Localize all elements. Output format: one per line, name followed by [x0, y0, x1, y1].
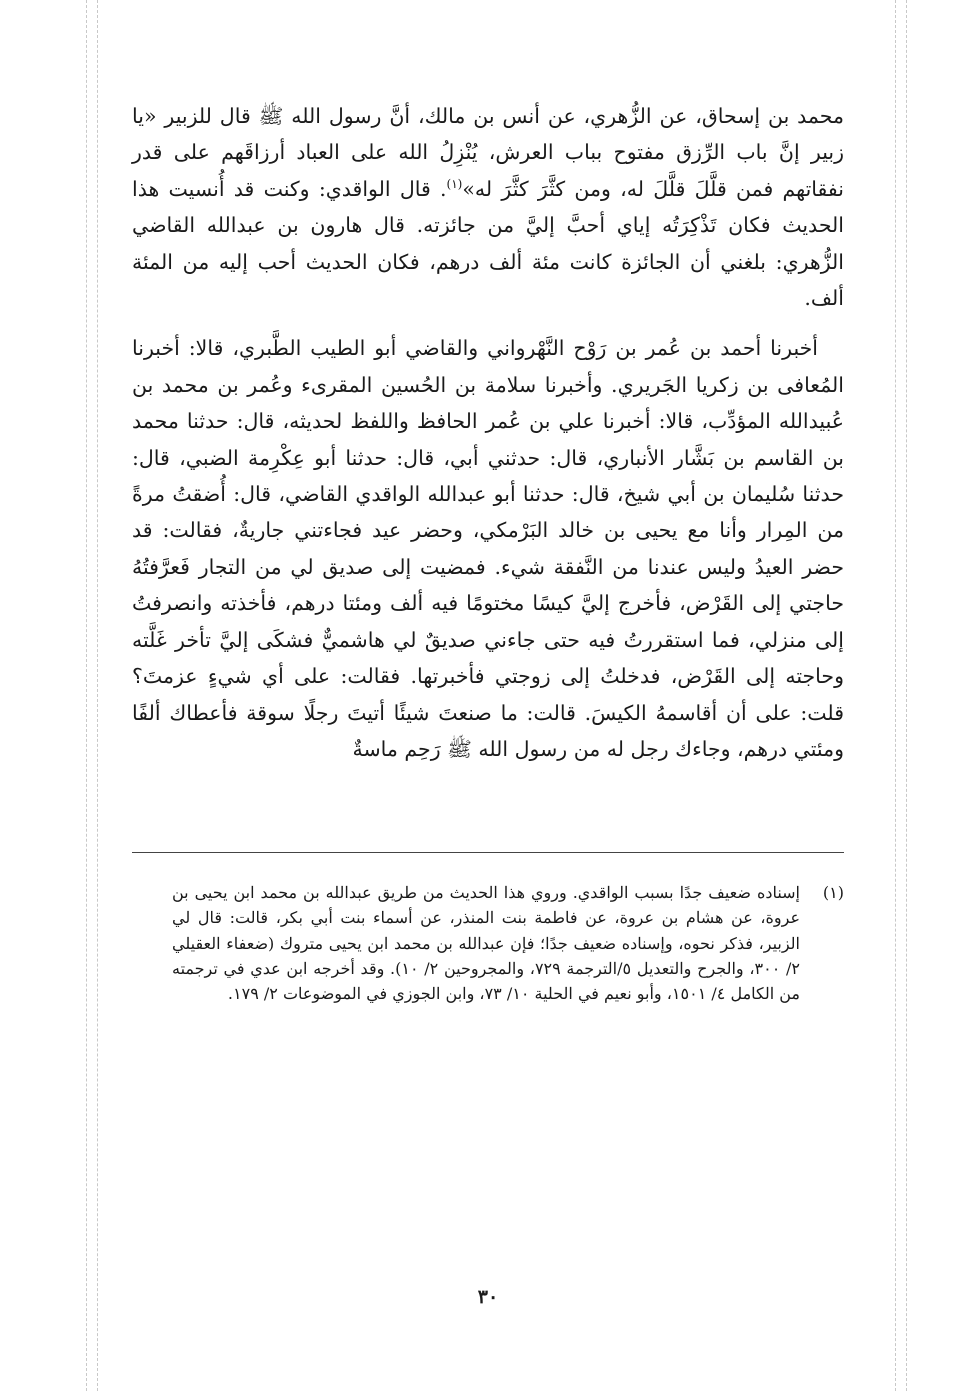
paragraph-1-continuation: . قال الواقدي: وكنت قد أُنسيت هذا الحديث فكان تَذْكِرَتُه إياي أحبَّ إليَّ من جائزته. قال هارون بن عبدالله القاضي الزُّهري: بلغني أن الجائزة كانت مئة ألف درهم، فكان الحديث أحب إليه من المئة ألف. [132, 176, 844, 311]
margin-guide-left-outer [86, 0, 87, 1391]
page-number: ٣٠ [477, 1286, 499, 1308]
paragraph-2: أخبرنا أحمد بن عُمر بن رَوْح النَّهْرواني والقاضي أبو الطيب الطَّبري، قالا: أخبرنا المُعافى بن زكريا الجَريري. وأخبرنا سلامة بن الحُسين المقرىء وعُمر بن محمد بن عُبيدالله المؤدِّب، قالا: أخبرنا علي بن عُمر الحافظ واللفظ لحديثه، قال: حدثنا محمد بن القاسم بن بَشَّار الأنباري، قال: حدثني أبي، قال: حدثنا أبو عِكْرِمة الضبي، قال: حدثنا سُليمان بن أبي شيخ، قال: حدثنا أبو عبدالله الواقدي القاضي، قال: أُضقتُ مرةً من المِرار وأنا مع يحيى بن خالد البَرْمكي، وحضر عيد فجاءتني جاريةٌ، فقالت: قد حضر العيدُ وليس عندنا من النَّفقة شيء. فمضيت إلى صديق لي من التجار فَعرَّفتُهُ حاجتي إلى القَرْض، فأخرج إليَّ كيسًا مختومًا فيه ألف ومئتا درهم، فأخذته وانصرفتُ إلى منزلي، فما استقررتُ فيه حتى جاءني صديقٌ لي هاشميٌّ فشكَى إليَّ تأخر غَلَّته وحاجته إلى القَرْض، فدخلتُ إلى زوجتي فأخبرتها. فقالت: على أي شيءٍ عزمتَ؟ قلت: على أن أقاسمهُ الكيسَ. قالت: ما صنعتَ شيئًا أتيتَ رجلًا سوقة فأعطاك ألفًا ومئتي درهم، وجاءك رجل له من رسول الله ﷺ رَحِم ماسةٌ [132, 336, 844, 761]
book-page [132, 98, 844, 767]
paragraph-1 [132, 98, 844, 316]
footnote-reference: (١) [446, 176, 463, 191]
margin-guide-left-inner [97, 0, 98, 1391]
paragraph-1-text: محمد بن إسحاق، عن الزُّهري، عن أنس بن مالك، أنَّ رسول الله ﷺ قال للزبير «يا زبير إنَّ باب الرِّزق مفتوح بباب العرش، يُنْزِلُ الله على العباد أرزاقَهم على قدر نفقاتهم فمن قلَّلَ قلَّلَ له، ومن كثَّرَ كثَّرَ له» [132, 104, 844, 201]
footnote-block [132, 880, 844, 1006]
margin-guide-right-inner [895, 0, 896, 1391]
footnote-text: إسناده ضعيف جدًا بسبب الواقدي. وروي هذا الحديث من طريق عبدالله بن محمد ابن يحيى بن عروة، عن هشام بن عروة، عن فاطمة بنت المنذر، عن أسماء بنت أبي بكر، قالت: قال لي الزبير، فذكر نحوه، وإسناده ضعيف جدًا؛ فإن عبدالله بن محمد ابن يحيى متروك (ضعفاء العقيلي ٢/ ٣٠٠، والجرح والتعديل ٥/الترجمة ٧٢٩، والمجروحين ٢/ ١٠). وقد أخرجه ابن عدي في ترجمته من الكامل ٤/ ١٥٠١، وأبو نعيم في الحلية ١٠/ ٧٣، وابن الجوزي في الموضوعات ٢/ ١٧٩. [172, 883, 801, 1004]
footnote-separator [132, 852, 844, 853]
margin-guide-right-outer [906, 0, 907, 1391]
main-text [132, 98, 844, 767]
footnote-number: (١) [822, 883, 844, 902]
